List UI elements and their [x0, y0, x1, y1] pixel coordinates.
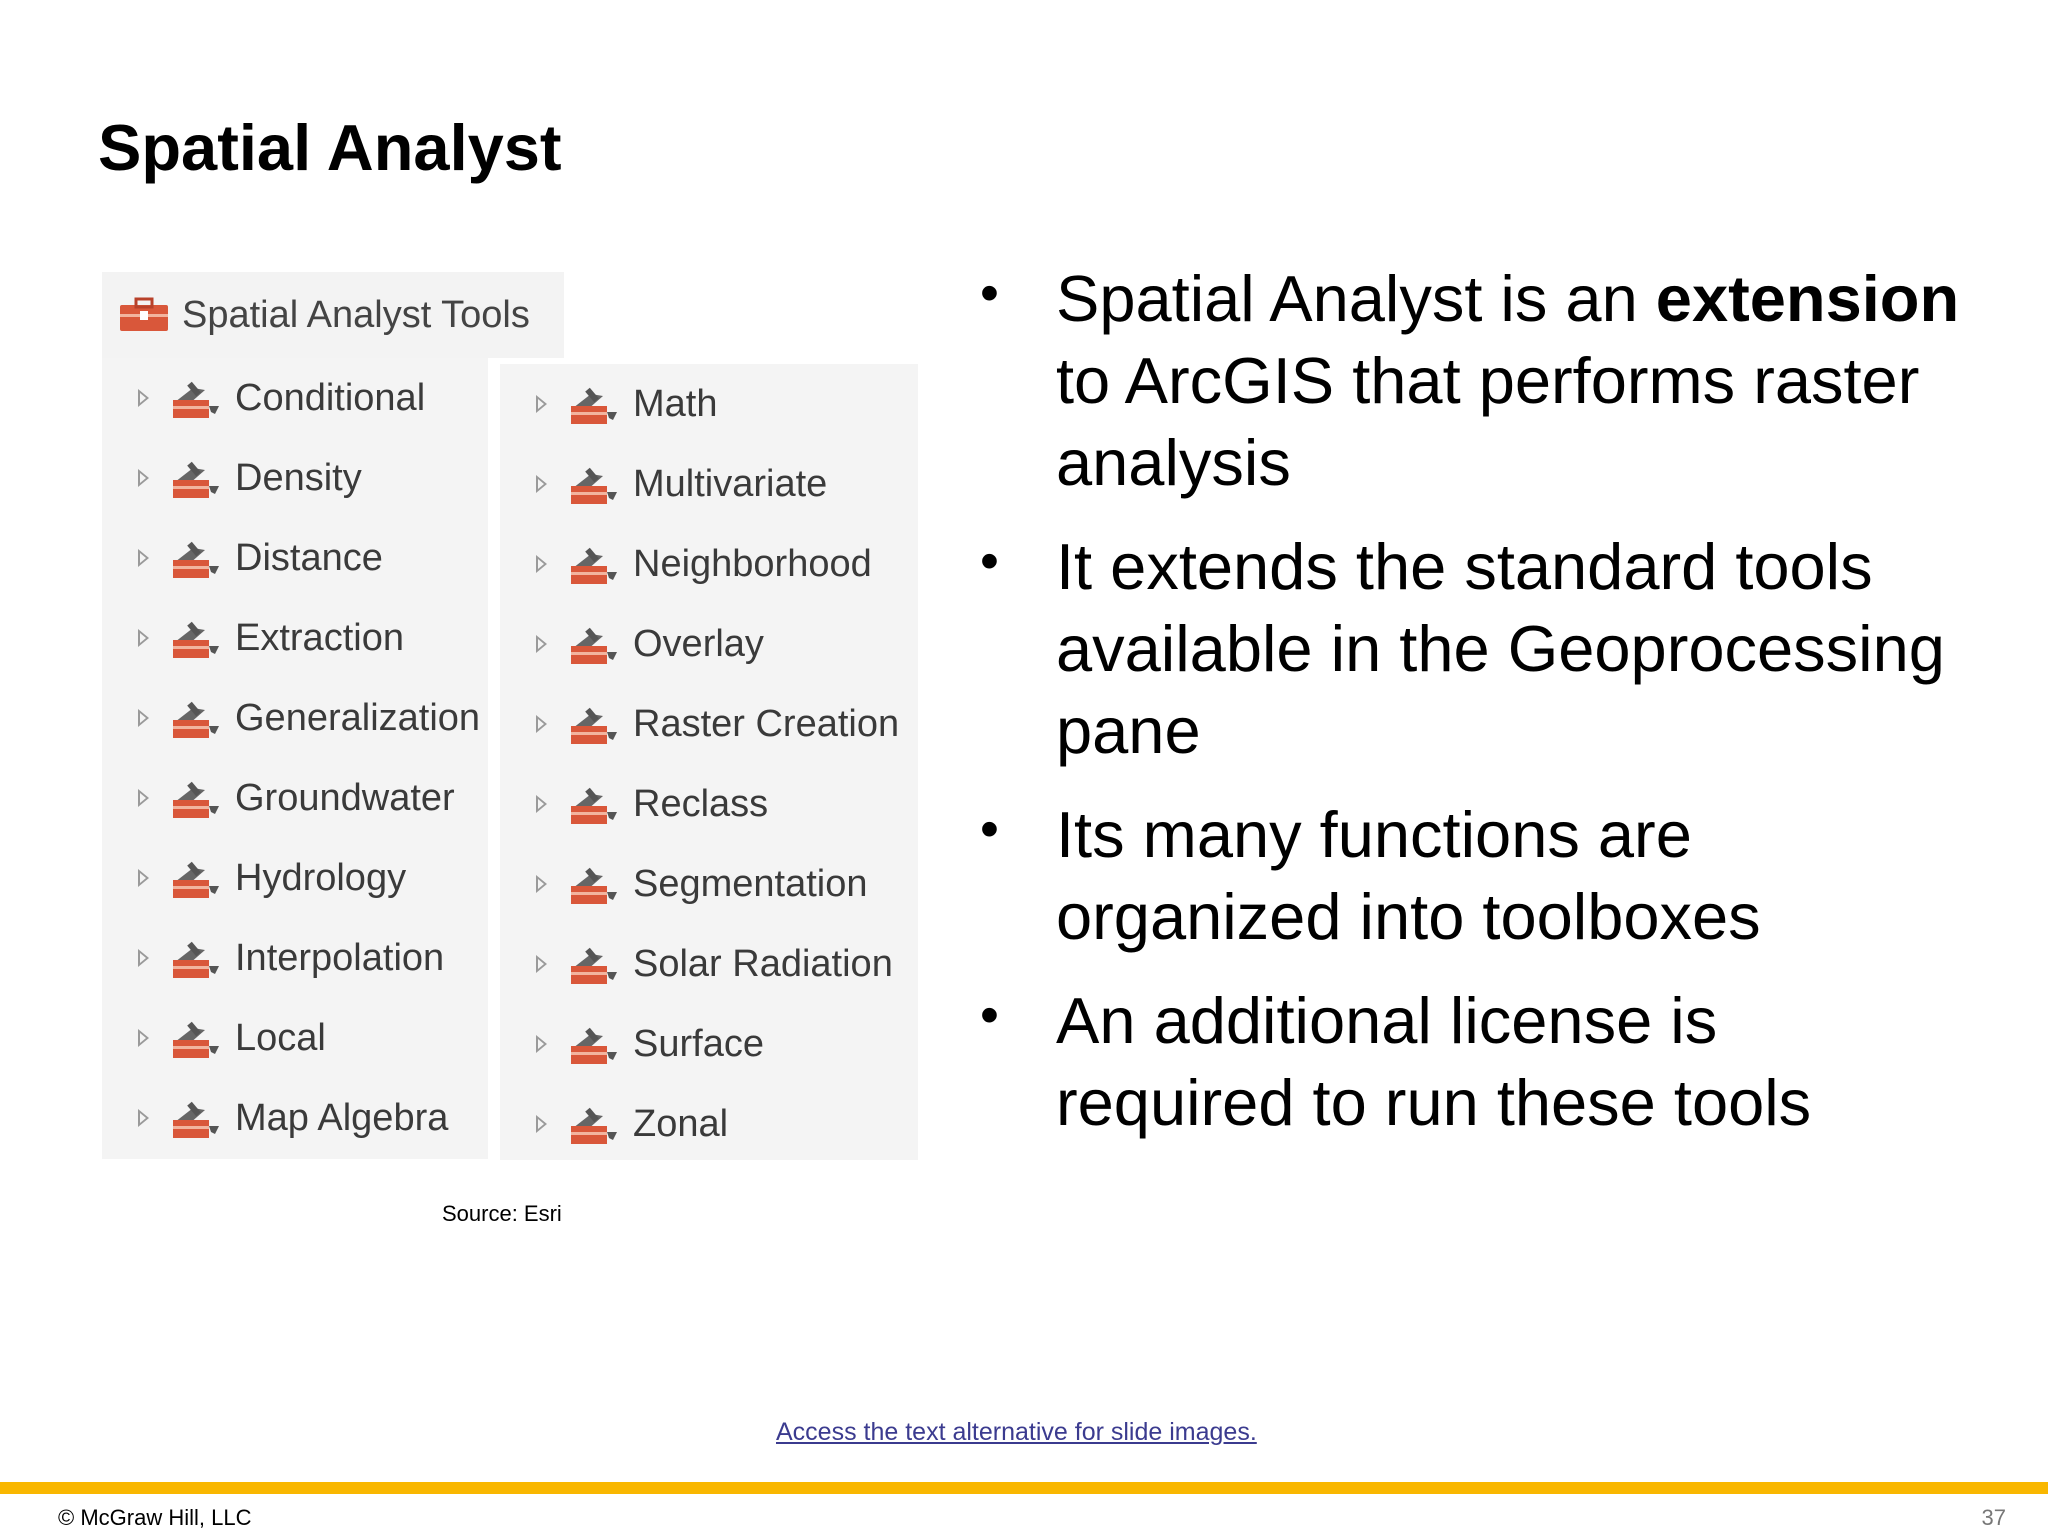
toolset-icon — [171, 1096, 225, 1140]
toolset-label: Segmentation — [633, 862, 868, 905]
footer-accent-bar — [0, 1482, 2048, 1494]
toolset-item[interactable] — [500, 1004, 918, 1084]
toolset-item[interactable] — [102, 598, 488, 678]
toolset-icon — [569, 542, 623, 586]
toolset-icon — [171, 616, 225, 660]
expand-arrow-icon[interactable] — [138, 869, 149, 887]
toolset-icon — [569, 702, 623, 746]
toolset-label: Math — [633, 382, 718, 425]
toolset-list-left — [102, 358, 488, 1158]
expand-arrow-icon[interactable] — [138, 1109, 149, 1127]
image-source: Source: Esri — [442, 1201, 562, 1226]
expand-arrow-icon[interactable] — [138, 1029, 149, 1047]
toolset-icon — [171, 936, 225, 980]
slide-title: Spatial Analyst — [98, 111, 562, 184]
toolset-icon — [171, 536, 225, 580]
expand-arrow-icon[interactable] — [138, 549, 149, 567]
toolset-icon — [569, 862, 623, 906]
expand-arrow-icon[interactable] — [536, 875, 547, 893]
expand-arrow-icon[interactable] — [536, 555, 547, 573]
text-alternative-link[interactable]: Access the text alternative for slide images. — [776, 1418, 1257, 1446]
toolset-label: Generalization — [235, 696, 481, 739]
toolset-item[interactable] — [102, 918, 488, 998]
toolset-icon — [569, 942, 623, 986]
spatial-analyst-toolbox-screenshot — [102, 272, 918, 1160]
toolset-icon — [569, 1022, 623, 1066]
page-number: 37 — [1981, 1505, 2006, 1530]
toolbox-icon — [118, 297, 170, 333]
toolset-label: Zonal — [633, 1102, 729, 1145]
expand-arrow-icon[interactable] — [138, 629, 149, 647]
toolset-label: Local — [235, 1016, 326, 1059]
toolset-label: Neighborhood — [633, 542, 872, 585]
expand-arrow-icon[interactable] — [536, 395, 547, 413]
toolset-label: Overlay — [633, 622, 764, 665]
expand-arrow-icon[interactable] — [536, 1115, 547, 1133]
toolbox-header-label: Spatial Analyst Tools — [182, 293, 530, 336]
toolset-icon — [569, 462, 623, 506]
toolset-item[interactable] — [500, 764, 918, 844]
expand-arrow-icon[interactable] — [536, 715, 547, 733]
bullet-point: • An additional license is required to run these tools — [970, 980, 1970, 1144]
toolset-item[interactable] — [102, 998, 488, 1078]
toolset-label: Surface — [633, 1022, 764, 1065]
toolset-icon — [569, 622, 623, 666]
expand-arrow-icon[interactable] — [138, 389, 149, 407]
toolset-label: Interpolation — [235, 936, 445, 979]
toolset-label: Conditional — [235, 376, 426, 419]
toolset-label: Map Algebra — [235, 1096, 449, 1139]
toolset-item[interactable] — [500, 444, 918, 524]
toolset-item[interactable] — [500, 844, 918, 924]
toolset-item[interactable] — [500, 684, 918, 764]
toolset-item[interactable] — [500, 924, 918, 1004]
toolset-label: Multivariate — [633, 462, 828, 505]
bullet-point: • Spatial Analyst is an extension to ArcGIS that performs raster analysis — [970, 258, 1970, 504]
expand-arrow-icon[interactable] — [138, 789, 149, 807]
toolset-item[interactable] — [102, 1078, 488, 1158]
toolset-icon — [171, 456, 225, 500]
toolset-label: Reclass — [633, 782, 769, 825]
expand-arrow-icon[interactable] — [138, 709, 149, 727]
toolset-item[interactable] — [102, 518, 488, 598]
toolset-list-right — [500, 364, 918, 1164]
toolset-label: Groundwater — [235, 776, 455, 819]
bullet-list — [970, 258, 1970, 1166]
toolset-label: Density — [235, 456, 362, 499]
bullet-point: • It extends the standard tools available in the Geoprocessing pane — [970, 526, 1970, 772]
toolset-item[interactable] — [500, 524, 918, 604]
toolset-label: Distance — [235, 536, 383, 579]
toolset-label: Extraction — [235, 616, 404, 659]
expand-arrow-icon[interactable] — [536, 955, 547, 973]
toolset-item[interactable] — [102, 838, 488, 918]
expand-arrow-icon[interactable] — [536, 635, 547, 653]
toolset-icon — [171, 376, 225, 420]
toolset-item[interactable] — [500, 604, 918, 684]
toolset-icon — [569, 782, 623, 826]
toolset-item[interactable] — [500, 364, 918, 444]
toolset-item[interactable] — [102, 678, 488, 758]
expand-arrow-icon[interactable] — [138, 949, 149, 967]
toolbox-header[interactable] — [102, 272, 564, 358]
bullet-point: • Its many functions are organized into toolboxes — [970, 794, 1970, 958]
toolset-icon — [569, 1102, 623, 1146]
toolset-icon — [171, 696, 225, 740]
toolset-item[interactable] — [102, 438, 488, 518]
toolset-label: Raster Creation — [633, 702, 900, 745]
toolset-icon — [171, 856, 225, 900]
toolset-label: Solar Radiation — [633, 942, 893, 985]
toolset-item[interactable] — [102, 358, 488, 438]
expand-arrow-icon[interactable] — [536, 795, 547, 813]
toolset-item[interactable] — [500, 1084, 918, 1164]
toolset-item[interactable] — [102, 758, 488, 838]
toolset-icon — [171, 1016, 225, 1060]
expand-arrow-icon[interactable] — [138, 469, 149, 487]
toolset-icon — [569, 382, 623, 426]
expand-arrow-icon[interactable] — [536, 475, 547, 493]
toolset-label: Hydrology — [235, 856, 407, 899]
toolset-icon — [171, 776, 225, 820]
expand-arrow-icon[interactable] — [536, 1035, 547, 1053]
copyright: © McGraw Hill, LLC — [58, 1505, 252, 1530]
